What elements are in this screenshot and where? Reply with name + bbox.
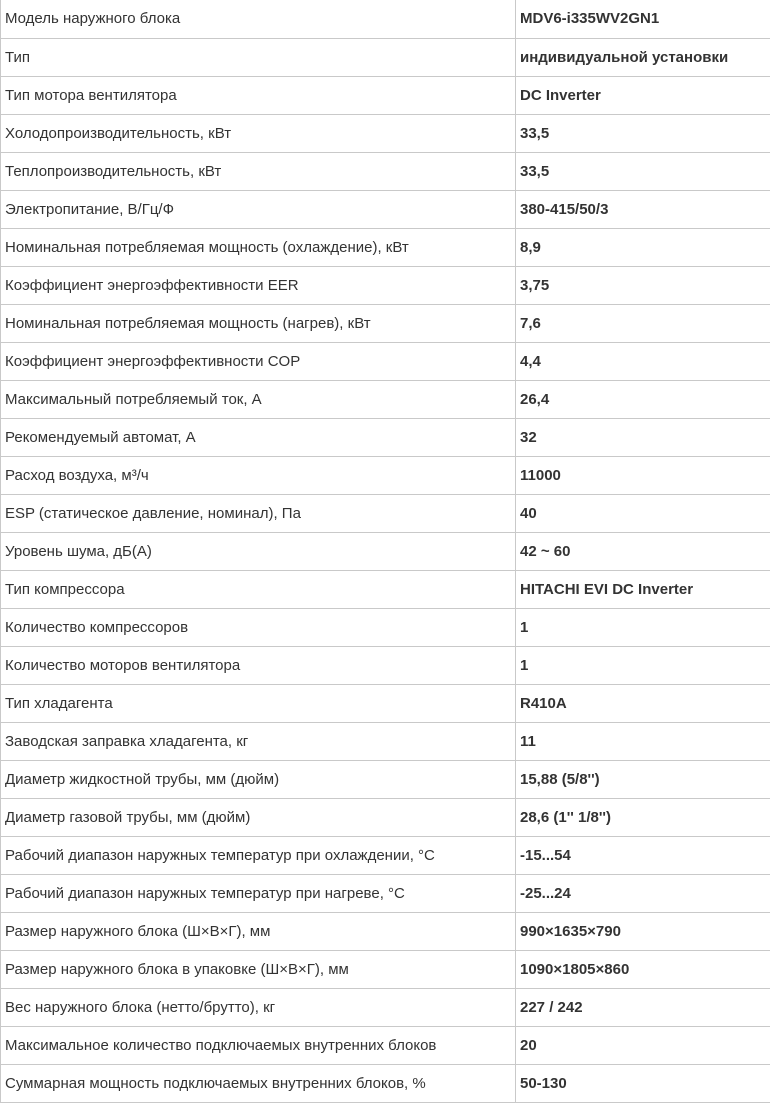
spec-label: Тип хладагента bbox=[1, 684, 516, 722]
spec-value: 26,4 bbox=[516, 380, 770, 418]
table-row bbox=[1, 0, 770, 38]
spec-label: Уровень шума, дБ(А) bbox=[1, 532, 516, 570]
table-row bbox=[1, 1026, 770, 1064]
spec-value: 3,75 bbox=[516, 266, 770, 304]
spec-value: 227 / 242 bbox=[516, 988, 770, 1026]
spec-value: 33,5 bbox=[516, 152, 770, 190]
spec-value: 11000 bbox=[516, 456, 770, 494]
spec-value: 15,88 (5/8'') bbox=[516, 760, 770, 798]
table-row bbox=[1, 836, 770, 874]
table-row bbox=[1, 646, 770, 684]
table-row bbox=[1, 532, 770, 570]
table-row bbox=[1, 76, 770, 114]
spec-value: 990×1635×790 bbox=[516, 912, 770, 950]
spec-label: Холодопроизводительность, кВт bbox=[1, 114, 516, 152]
spec-label: Тип bbox=[1, 38, 516, 76]
spec-label: Электропитание, В/Гц/Ф bbox=[1, 190, 516, 228]
table-row bbox=[1, 494, 770, 532]
spec-value: 1 bbox=[516, 608, 770, 646]
spec-value: MDV6-i335WV2GN1 bbox=[516, 0, 770, 38]
spec-value: 1090×1805×860 bbox=[516, 950, 770, 988]
spec-value: 7,6 bbox=[516, 304, 770, 342]
spec-value: 33,5 bbox=[516, 114, 770, 152]
spec-label: Расход воздуха, м³/ч bbox=[1, 456, 516, 494]
spec-label: Тип мотора вентилятора bbox=[1, 76, 516, 114]
spec-value: 11 bbox=[516, 722, 770, 760]
table-row bbox=[1, 874, 770, 912]
spec-label: Диаметр газовой трубы, мм (дюйм) bbox=[1, 798, 516, 836]
table-row bbox=[1, 418, 770, 456]
spec-value: 1 bbox=[516, 646, 770, 684]
spec-label: Заводская заправка хладагента, кг bbox=[1, 722, 516, 760]
spec-value: 4,4 bbox=[516, 342, 770, 380]
table-row bbox=[1, 228, 770, 266]
table-row bbox=[1, 760, 770, 798]
spec-label: Количество компрессоров bbox=[1, 608, 516, 646]
spec-label: Рекомендуемый автомат, А bbox=[1, 418, 516, 456]
spec-label: ESP (статическое давление, номинал), Па bbox=[1, 494, 516, 532]
spec-value: индивидуальной установки bbox=[516, 38, 770, 76]
specs-table-body bbox=[1, 0, 770, 1102]
table-row bbox=[1, 988, 770, 1026]
spec-label: Тип компрессора bbox=[1, 570, 516, 608]
spec-label: Размер наружного блока в упаковке (Ш×В×Г), мм bbox=[1, 950, 516, 988]
spec-value: 380-415/50/3 bbox=[516, 190, 770, 228]
table-row bbox=[1, 304, 770, 342]
table-row bbox=[1, 570, 770, 608]
spec-label: Суммарная мощность подключаемых внутренних блоков, % bbox=[1, 1064, 516, 1102]
table-row bbox=[1, 380, 770, 418]
table-row bbox=[1, 1064, 770, 1102]
spec-label: Вес наружного блока (нетто/брутто), кг bbox=[1, 988, 516, 1026]
spec-label: Модель наружного блока bbox=[1, 0, 516, 38]
spec-value: R410A bbox=[516, 684, 770, 722]
spec-label: Максимальный потребляемый ток, А bbox=[1, 380, 516, 418]
spec-label: Максимальное количество подключаемых внутренних блоков bbox=[1, 1026, 516, 1064]
spec-value: 32 bbox=[516, 418, 770, 456]
table-row bbox=[1, 798, 770, 836]
spec-label: Размер наружного блока (Ш×В×Г), мм bbox=[1, 912, 516, 950]
spec-value: HITACHI EVI DC Inverter bbox=[516, 570, 770, 608]
table-row bbox=[1, 342, 770, 380]
spec-label: Номинальная потребляемая мощность (охлаждение), кВт bbox=[1, 228, 516, 266]
spec-value: 50-130 bbox=[516, 1064, 770, 1102]
spec-value: 28,6 (1'' 1/8'') bbox=[516, 798, 770, 836]
spec-value: 8,9 bbox=[516, 228, 770, 266]
spec-label: Рабочий диапазон наружных температур при охлаждении, °С bbox=[1, 836, 516, 874]
spec-value: -25...24 bbox=[516, 874, 770, 912]
table-row bbox=[1, 950, 770, 988]
spec-value: 20 bbox=[516, 1026, 770, 1064]
table-row bbox=[1, 38, 770, 76]
table-row bbox=[1, 266, 770, 304]
table-row bbox=[1, 684, 770, 722]
spec-label: Коэффициент энергоэффективности COP bbox=[1, 342, 516, 380]
spec-label: Номинальная потребляемая мощность (нагрев), кВт bbox=[1, 304, 516, 342]
table-row bbox=[1, 114, 770, 152]
spec-value: 42 ~ 60 bbox=[516, 532, 770, 570]
table-row bbox=[1, 190, 770, 228]
table-row bbox=[1, 152, 770, 190]
spec-label: Рабочий диапазон наружных температур при нагреве, °С bbox=[1, 874, 516, 912]
table-row bbox=[1, 912, 770, 950]
spec-label: Диаметр жидкостной трубы, мм (дюйм) bbox=[1, 760, 516, 798]
spec-value: DC Inverter bbox=[516, 76, 770, 114]
table-row bbox=[1, 722, 770, 760]
spec-label: Количество моторов вентилятора bbox=[1, 646, 516, 684]
spec-value: 40 bbox=[516, 494, 770, 532]
spec-label: Коэффициент энергоэффективности EER bbox=[1, 266, 516, 304]
spec-label: Теплопроизводительность, кВт bbox=[1, 152, 516, 190]
spec-value: -15...54 bbox=[516, 836, 770, 874]
table-row bbox=[1, 456, 770, 494]
table-row bbox=[1, 608, 770, 646]
